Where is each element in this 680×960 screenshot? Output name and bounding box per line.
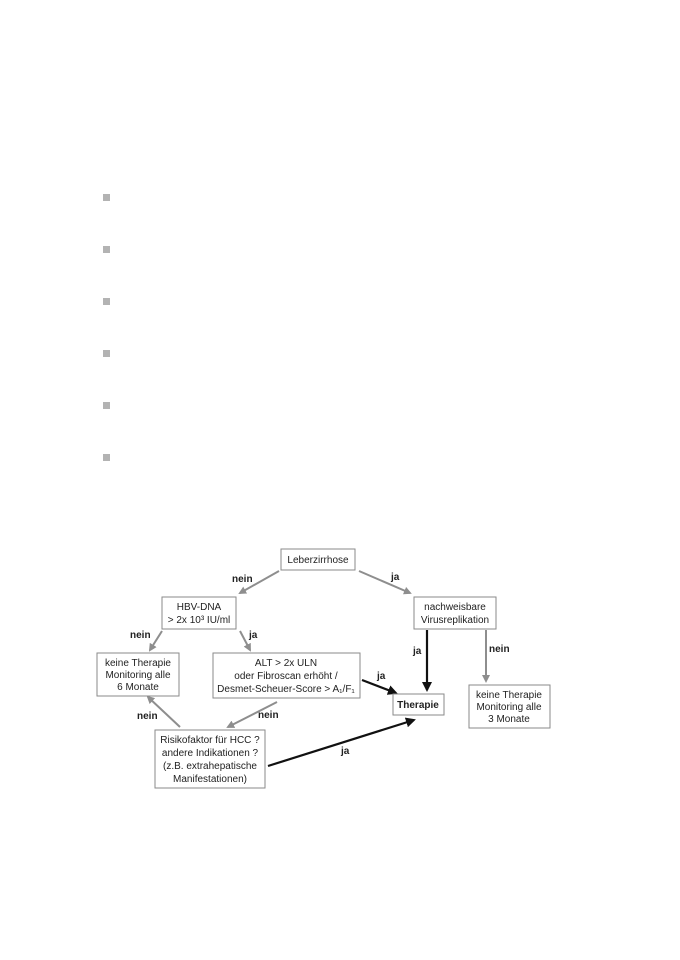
edge-label: ja	[391, 572, 400, 583]
node-line: nachweisbare	[424, 602, 486, 613]
edge-label: nein	[137, 711, 158, 722]
node-line: Risikofaktor für HCC ?	[160, 735, 260, 746]
node-leberzirrhose	[281, 549, 355, 570]
node-keine-therapie-3	[469, 685, 550, 728]
node-virusreplikation	[414, 597, 496, 629]
node-hbv-dna	[162, 597, 236, 629]
node-line: Monitoring alle	[105, 670, 171, 681]
node-therapie	[393, 694, 444, 715]
edge-label: nein	[232, 574, 253, 585]
edge-risiko-therapie	[268, 720, 414, 766]
edge-zirrhose-virus	[359, 571, 410, 593]
node-line: andere Indikationen ?	[161, 748, 259, 759]
node-line: ALT > 2x ULN	[254, 658, 318, 669]
edge-label: ja	[249, 630, 258, 641]
node-keine-therapie-6	[97, 653, 179, 696]
node-alt	[213, 653, 360, 698]
node-risikofaktor	[155, 730, 265, 788]
node-line: Monitoring alle	[476, 702, 542, 713]
node-line: Desmet-Scheuer-Score > A₁/F₁	[217, 684, 355, 695]
node-line: Manifestationen)	[173, 774, 247, 785]
node-line: keine Therapie	[105, 658, 171, 669]
node-line: HBV-DNA	[176, 602, 222, 613]
edge-label: nein	[489, 644, 510, 655]
edge-hbv-keine6	[150, 631, 162, 650]
edge-label: nein	[258, 710, 279, 721]
node-line: 6 Monate	[117, 682, 159, 693]
node-line: oder Fibroscan erhöht /	[234, 671, 338, 682]
node-line: (z.B. extrahepatische	[163, 761, 257, 772]
node-line: Leberzirrhose	[287, 555, 349, 566]
node-line: > 2x 10³ IU/ml	[167, 615, 231, 626]
edge-label: ja	[341, 746, 350, 757]
edge-label: ja	[377, 671, 386, 682]
node-line: Virusreplikation	[420, 615, 490, 626]
edge-label: nein	[130, 630, 151, 641]
edge-label: ja	[413, 646, 422, 657]
node-line: 3 Monate	[488, 714, 530, 725]
node-line: Therapie	[397, 700, 439, 711]
node-line: keine Therapie	[476, 690, 542, 701]
